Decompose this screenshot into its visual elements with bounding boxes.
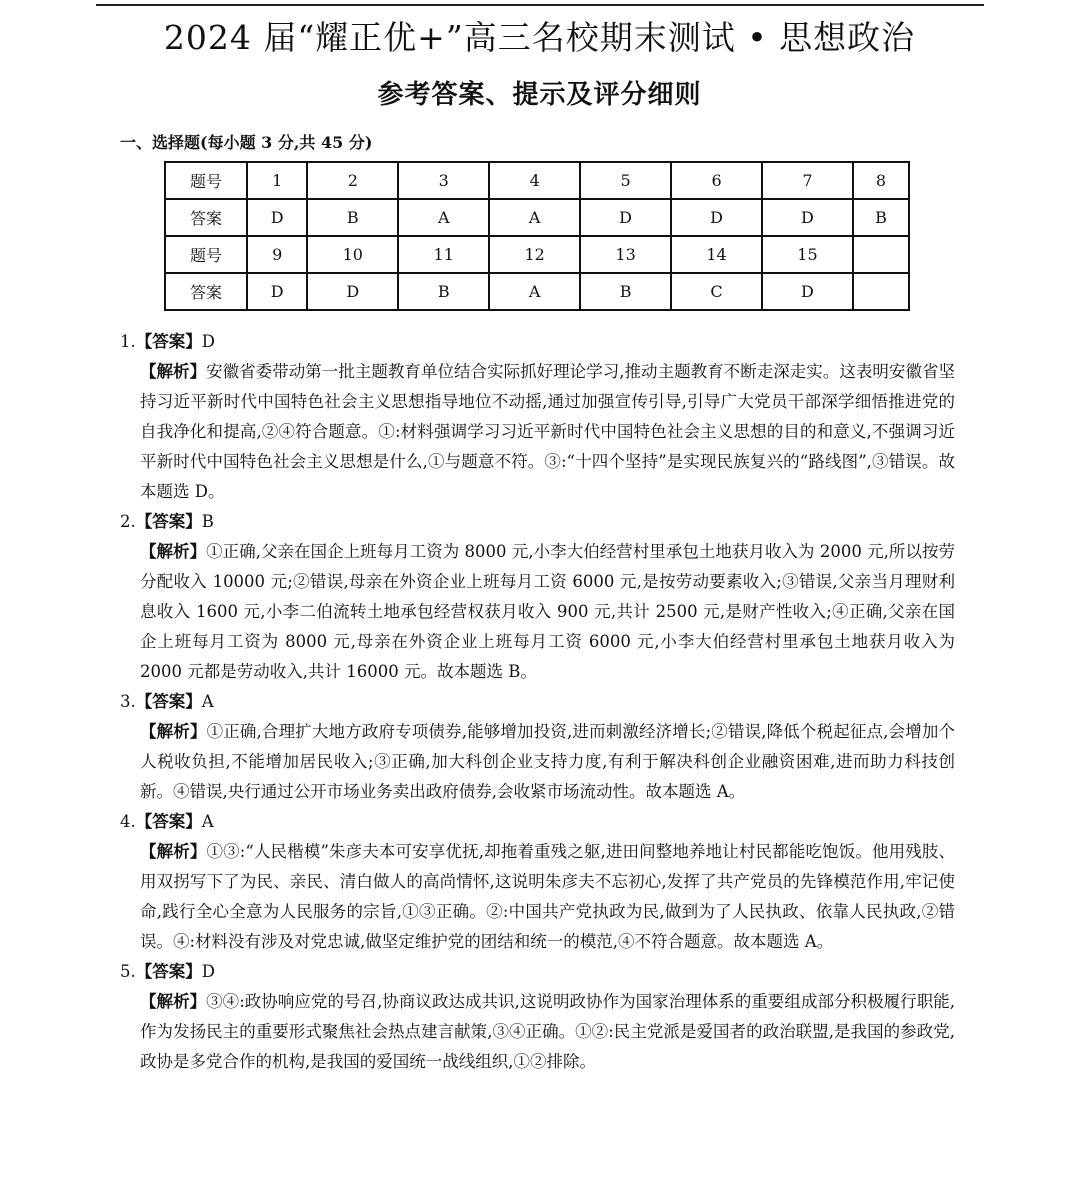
- answer-tag: 【答案】: [135, 812, 202, 831]
- analysis-tag: 【解析】: [140, 992, 207, 1011]
- table-cell: 12: [489, 236, 580, 273]
- answer-table: [164, 161, 910, 311]
- table-cell: [853, 236, 909, 273]
- table-cell: 13: [580, 236, 671, 273]
- answer-tag: 【答案】: [135, 332, 202, 351]
- table-cell: 3: [398, 162, 489, 199]
- table-cell: 14: [671, 236, 762, 273]
- analysis-tag: 【解析】: [140, 542, 207, 561]
- table-cell: 10: [307, 236, 398, 273]
- answer-line: [120, 807, 955, 837]
- table-cell: D: [762, 273, 853, 310]
- analysis-paragraph: [120, 357, 955, 507]
- table-cell: 4: [489, 162, 580, 199]
- answer-line: [120, 327, 955, 357]
- table-cell: A: [489, 199, 580, 236]
- section-heading: 一、选择题(每小题 3 分,共 45 分): [120, 133, 373, 152]
- answer-tag: 【答案】: [135, 692, 202, 711]
- item-number: 4.: [120, 812, 136, 831]
- table-row: [165, 273, 909, 310]
- table-row-header: 答案: [165, 199, 247, 236]
- table-row: [165, 236, 909, 273]
- analysis-text: ①正确,合理扩大地方政府专项债券,能够增加投资,进而刺激经济增长;②错误,降低个税起征点,会增加个人税收负担,不能增加居民收入;③正确,加大科创企业支持力度,有利于解决科创企业融资困难,进而助力科技创新。④错误,央行通过公开市场业务卖出政府债券,会收紧市场流动性。故本题选 A。: [140, 722, 955, 801]
- page-subtitle: 参考答案、提示及评分细则: [377, 80, 702, 110]
- table-cell: 2: [307, 162, 398, 199]
- item-number: 3.: [120, 692, 136, 711]
- analysis-text: 安徽省委带动第一批主题教育单位结合实际抓好理论学习,推动主题教育不断走深走实。这表明安徽省坚持习近平新时代中国特色社会主义思想指导地位不动摇,通过加强宣传引导,引导广大党员干部深学细悟推进党的自我净化和提高,②④符合题意。①:材料强调学习习近平新时代中国特色社会主义思想的目的和意义,不强调习近平新时代中国特色社会主义思想是什么,①与题意不符。③:“十四个坚持”是实现民族复兴的“路线图”,③错误。故本题选 D。: [140, 362, 956, 501]
- answer-line: [120, 507, 955, 537]
- table-cell: 5: [580, 162, 671, 199]
- answer-tag: 【答案】: [135, 512, 202, 531]
- table-cell: 7: [762, 162, 853, 199]
- table-row: [165, 162, 909, 199]
- item-number: 2.: [120, 512, 136, 531]
- table-cell: 11: [398, 236, 489, 273]
- table-cell: B: [580, 273, 671, 310]
- table-cell: D: [247, 199, 307, 236]
- table-cell: B: [307, 199, 398, 236]
- table-cell: B: [853, 199, 909, 236]
- top-rule: [96, 4, 984, 6]
- analysis-paragraph: [120, 987, 955, 1077]
- table-cell: D: [247, 273, 307, 310]
- table-cell: 8: [853, 162, 909, 199]
- analysis-text: ①③:“人民楷模”朱彦夫本可安享优抚,却拖着重残之躯,进田间整地养地让村民都能吃饱饭。他用残肢、用双拐写下了为民、亲民、清白做人的高尚情怀,这说明朱彦夫不忘初心,发挥了共产党员的先锋模范作用,牢记使命,践行全心全意为人民服务的宗旨,①③正确。②:中国共产党执政为民,做到为了人民执政、依靠人民执政,②错误。④:材料没有涉及对党忠诚,做坚定维护党的团结和统一的模范,④不符合题意。故本题选 A。: [140, 842, 956, 951]
- analysis-tag: 【解析】: [140, 722, 207, 741]
- table-row-header: 答案: [165, 273, 247, 310]
- answer-value: B: [201, 512, 214, 531]
- table-cell: A: [398, 199, 489, 236]
- table-cell: 9: [247, 236, 307, 273]
- answer-line: [120, 687, 955, 717]
- answer-value: D: [201, 332, 215, 351]
- answer-tag: 【答案】: [135, 962, 202, 981]
- table-cell: 15: [762, 236, 853, 273]
- answer-value: A: [201, 692, 214, 711]
- table-cell: D: [762, 199, 853, 236]
- analysis-tag: 【解析】: [140, 842, 207, 861]
- item-number: 1.: [120, 332, 136, 351]
- analysis-paragraph: [120, 837, 955, 957]
- table-cell: D: [671, 199, 762, 236]
- analysis-paragraph: [120, 717, 955, 807]
- analysis-text: ①正确,父亲在国企上班每月工资为 8000 元,小李大伯经营村里承包土地获月收入为 2000 元,所以按劳分配收入 10000 元;②错误,母亲在外资企业上班每月工资 6000 元,是按劳动要素收入;③错误,父亲当月理财利息收入 1600 元,小李二伯流转土地承包经营权获月收入 900 元,共计 2500 元,是财产性收入;④正确,父亲在国企上班每月工资为 8000 元,母亲在外资企业上班每月工资 6000 元,小李大伯经营村里承包土地获月收入为 2000 元都是劳动收入,共计 16000 元。故本题选 B。: [140, 542, 955, 681]
- analysis-text: ③④:政协响应党的号召,协商议政达成共识,这说明政协作为国家治理体系的重要组成部分积极履行职能,作为发扬民主的重要形式聚焦社会热点建言献策,③④正确。①②:民主党派是爱国者的政治联盟,是我国的参政党,政协是多党合作的机构,是我国的爱国统一战线组织,①②排除。: [140, 992, 956, 1071]
- table-cell: D: [580, 199, 671, 236]
- table-cell: C: [671, 273, 762, 310]
- analysis-tag: 【解析】: [140, 362, 207, 381]
- answer-value: D: [201, 962, 215, 981]
- answer-value: A: [201, 812, 214, 831]
- answer-explanations: [120, 327, 955, 1077]
- item-number: 5.: [120, 962, 136, 981]
- page-title: 2024 届“耀正优+”高三名校期末测试 • 思想政治: [163, 18, 916, 57]
- table-cell: 1: [247, 162, 307, 199]
- table-row-header: 题号: [165, 162, 247, 199]
- table-cell: 6: [671, 162, 762, 199]
- table-cell: A: [489, 273, 580, 310]
- answer-line: [120, 957, 955, 987]
- table-cell: [853, 273, 909, 310]
- table-cell: B: [398, 273, 489, 310]
- analysis-paragraph: [120, 537, 955, 687]
- table-cell: D: [307, 273, 398, 310]
- table-row-header: 题号: [165, 236, 247, 273]
- table-row: [165, 199, 909, 236]
